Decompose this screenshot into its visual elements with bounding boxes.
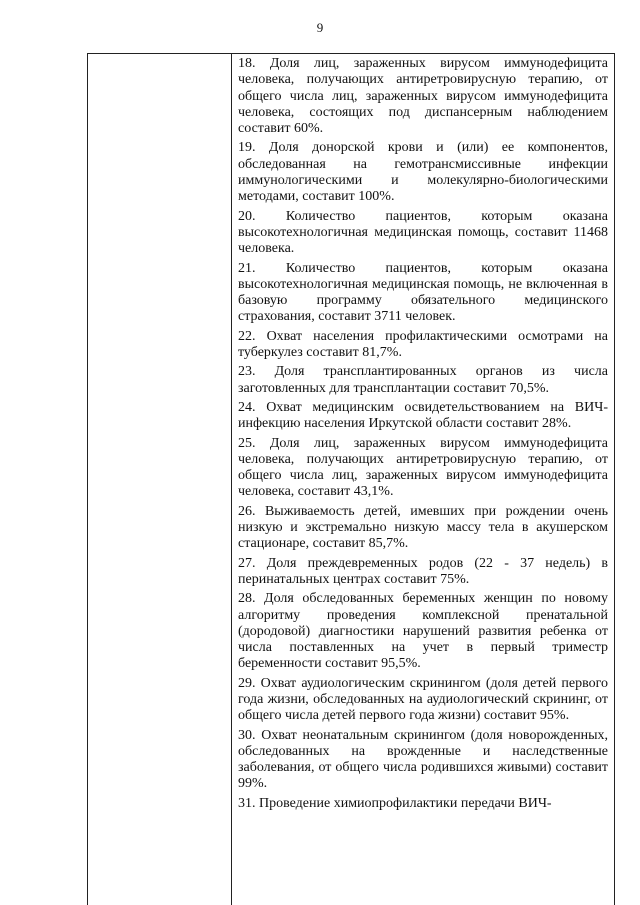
list-item: 28. Доля обследованных беременных женщин по новому алгоритму проведения комплексной пренатальной (дородовой) диагностики нарушений развития ребенка от числа поставленных на учет в первый триместр беременности составит 95,5%. — [238, 591, 608, 672]
list-item: 29. Охват аудиологическим скринингом (доля детей первого года жизни, обследованных на аудиологический скрининг, от общего числа детей первого года жизни) составит 95%. — [238, 675, 608, 724]
list-item: 20. Количество пациентов, которым оказана высокотехнологичная медицинская помощь, составит 11468 человека. — [238, 208, 608, 257]
table-left-column — [88, 54, 232, 905]
list-item: 22. Охват населения профилактическими осмотрами на туберкулез составит 81,7%. — [238, 328, 608, 361]
list-item: 19. Доля донорской крови и (или) ее компонентов, обследованная на гемотрансмиссивные инфекции иммунологическими и молекулярно-биологическими методами, составит 100%. — [238, 140, 608, 205]
list-item: 31. Проведение химиопрофилактики передачи ВИЧ- — [238, 795, 552, 811]
list-item: 30. Охват неонатальным скринингом (доля новорожденных, обследованных на врожденные и наследственные заболевания, от общего числа родившихся живыми) составит 99%. — [238, 727, 608, 792]
list-item: 26. Выживаемость детей, имевших при рождении очень низкую и экстремально низкую массу тела в акушерском стационаре, составит 85,7%. — [238, 503, 608, 552]
page-number: 9 — [316, 20, 324, 35]
list-item: 27. Доля преждевременных родов (22 - 37 недель) в перинатальных центрах составит 75%. — [238, 555, 608, 587]
list-item: 24. Охват медицинским освидетельствованием на ВИЧ-инфекцию населения Иркутской области составит 28%. — [238, 399, 608, 432]
indicators-table — [87, 53, 615, 905]
list-item: 25. Доля лиц, зараженных вирусом иммунодефицита человека, получающих антиретровирусную терапию, от общего числа лиц, зараженных вирусом иммунодефицита человека, составит 43,1%. — [238, 435, 608, 500]
list-item: 18. Доля лиц, зараженных вирусом иммунодефицита человека, получающих антиретровирусную терапию, от общего числа лиц, зараженных вирусом иммунодефицита человека, состоящих под диспансерным наблюдением составит 60%. — [238, 56, 608, 137]
list-item: 23. Доля трансплантированных органов из числа заготовленных для трансплантации составит 70,5%. — [238, 364, 608, 396]
list-item: 21. Количество пациентов, которым оказана высокотехнологичная медицинская помощь, не включенная в базовую программу обязательного медицинского страхования, составит 3711 человек. — [238, 260, 608, 325]
table-right-column — [232, 54, 614, 905]
